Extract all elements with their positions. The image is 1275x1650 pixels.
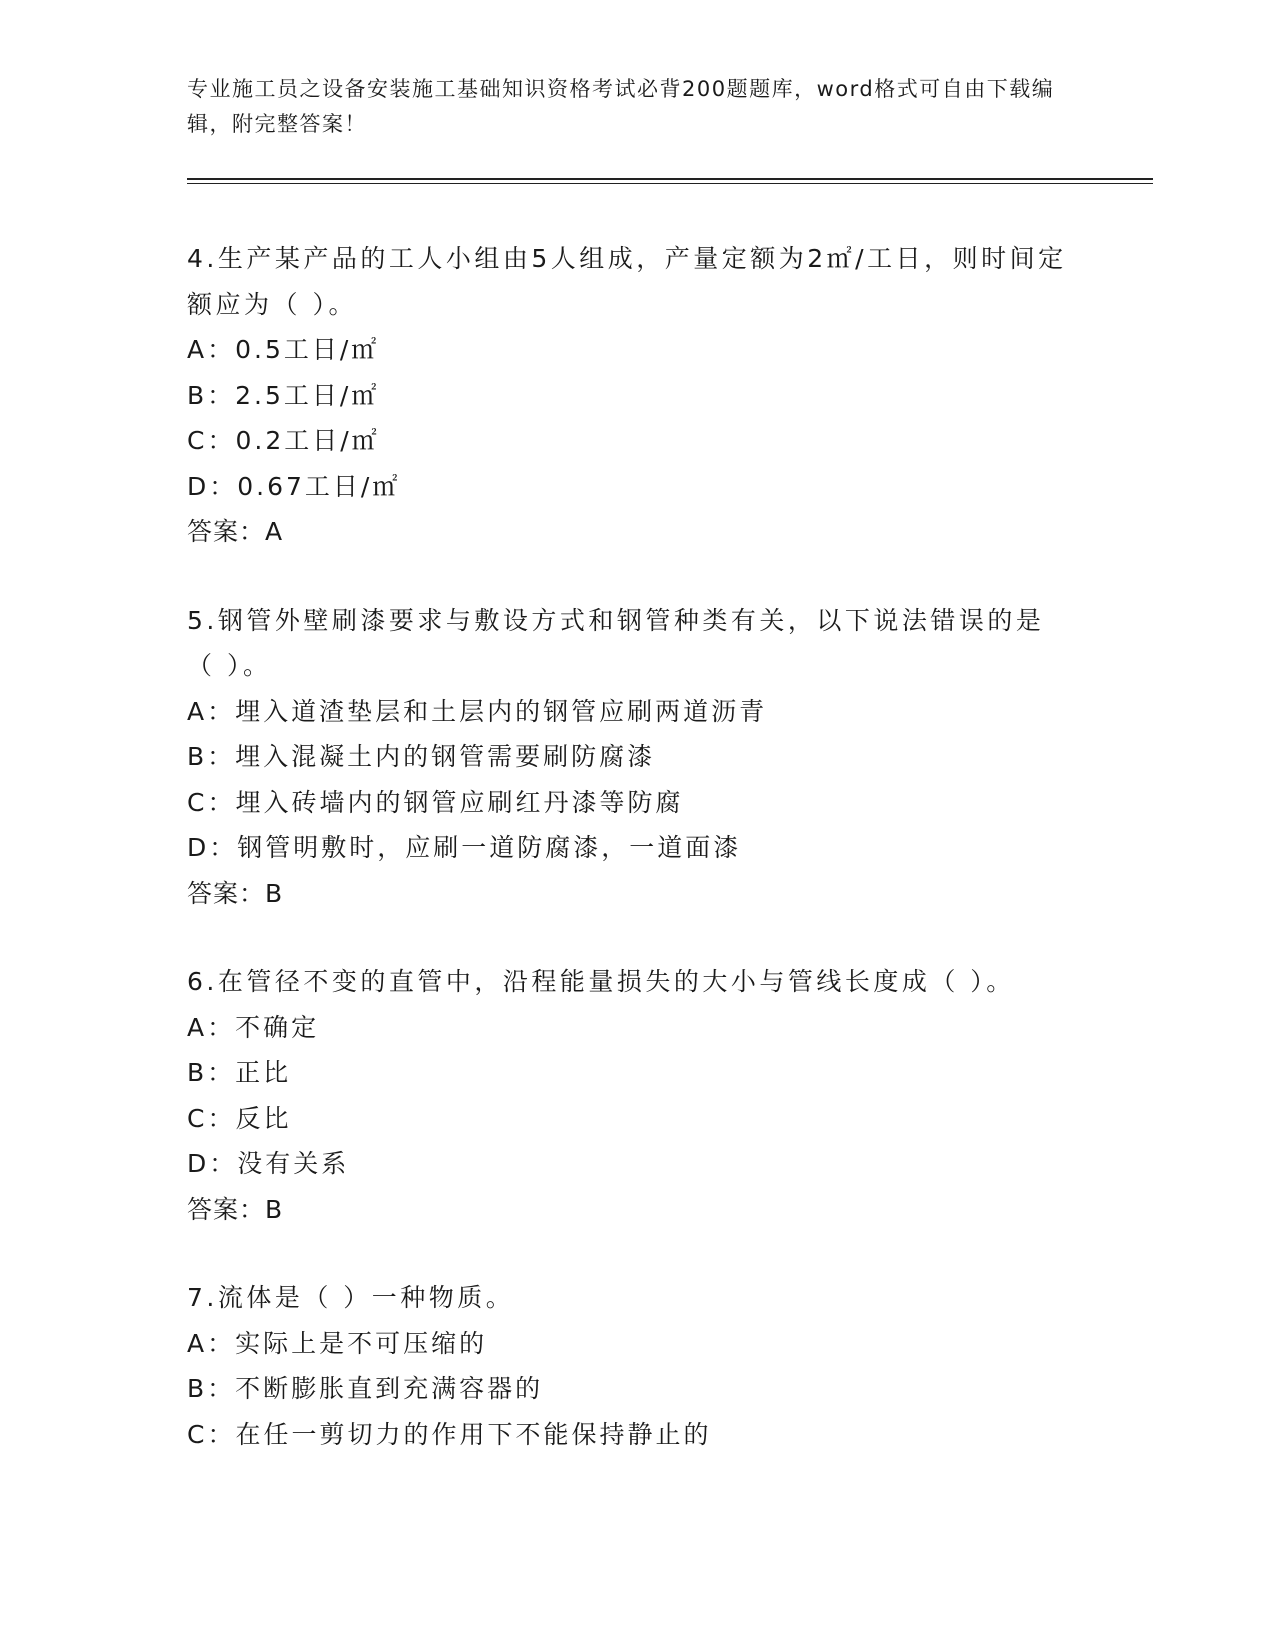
question-item [187,1275,1067,1457]
option-text: 埋入砖墙内的钢管应刷红丹漆等防腐 [235,787,684,817]
option-key: A： [187,696,236,726]
option-c [187,780,1067,826]
header-text: 专业施工员之设备安装施工基础知识资格考试必背200题题库，word格式可自由下载编辑，附完整答案！ [187,77,1055,136]
option-d [187,1141,1067,1187]
option-key: D： [187,833,238,862]
option-text: 实际上是不可压缩的 [235,1328,488,1358]
question-item [187,598,1067,917]
question-stem: 5.钢管外壁刷漆要求与敷设方式和钢管种类有关，以下说法错误的是（ ）。 [187,605,1045,680]
question-stem: 4.生产某产品的工人小组由5人组成，产量定额为2㎡/工日，则时间定额应为（ ）。 [187,244,1067,319]
option-key: C： [187,787,236,817]
option-text: 没有关系 [237,1149,350,1178]
option-key: C： [187,426,236,455]
option-text: 0.2工日/㎡ [235,426,380,455]
option-d [187,825,1067,871]
option-text: 在任一剪切力的作用下不能保持静止的 [235,1419,712,1449]
option-b [187,1366,1067,1412]
option-text: 正比 [235,1058,292,1087]
answer-line: 答案：A [187,517,284,546]
option-key: B： [187,380,236,410]
option-b [187,734,1067,780]
option-key: C： [187,1419,236,1449]
option-a [187,689,1067,735]
option-text: 0.5工日/㎡ [235,335,380,364]
option-text: 反比 [235,1103,292,1133]
option-d [187,464,1067,510]
option-key: C： [187,1103,236,1133]
question-list [187,236,1067,1500]
option-text: 不断膨胀直到充满容器的 [235,1374,544,1403]
option-text: 埋入道渣垫层和土层内的钢管应刷两道沥青 [235,696,768,726]
question-stem: 7.流体是（ ）一种物质。 [187,1283,515,1312]
option-c [187,1412,1067,1458]
option-text: 2.5工日/㎡ [235,380,380,410]
option-c [187,418,1067,464]
option-key: A： [187,1012,236,1042]
option-key: B： [187,742,236,771]
option-text: 0.67工日/㎡ [237,471,401,501]
option-key: A： [187,1328,236,1358]
option-key: B： [187,1058,236,1087]
question-stem: 6.在管径不变的直管中，沿程能量损失的大小与管线长度成（ ）。 [187,967,1015,996]
option-b [187,1050,1067,1096]
answer-line: 答案：B [187,878,284,908]
option-a [187,327,1067,373]
option-key: A： [187,335,236,364]
document-header [187,72,1067,142]
option-key: D： [187,471,238,501]
option-text: 埋入混凝土内的钢管需要刷防腐漆 [235,742,656,771]
option-c [187,1096,1067,1142]
option-text: 钢管明敷时，应刷一道防腐漆，一道面漆 [237,833,742,862]
header-divider [187,178,1153,185]
option-a [187,1005,1067,1051]
question-item [187,959,1067,1232]
option-a [187,1321,1067,1367]
option-key: B： [187,1374,236,1403]
question-item [187,236,1067,555]
option-text: 不确定 [235,1012,320,1042]
option-b [187,373,1067,419]
option-key: D： [187,1149,238,1178]
answer-line: 答案：B [187,1194,284,1224]
